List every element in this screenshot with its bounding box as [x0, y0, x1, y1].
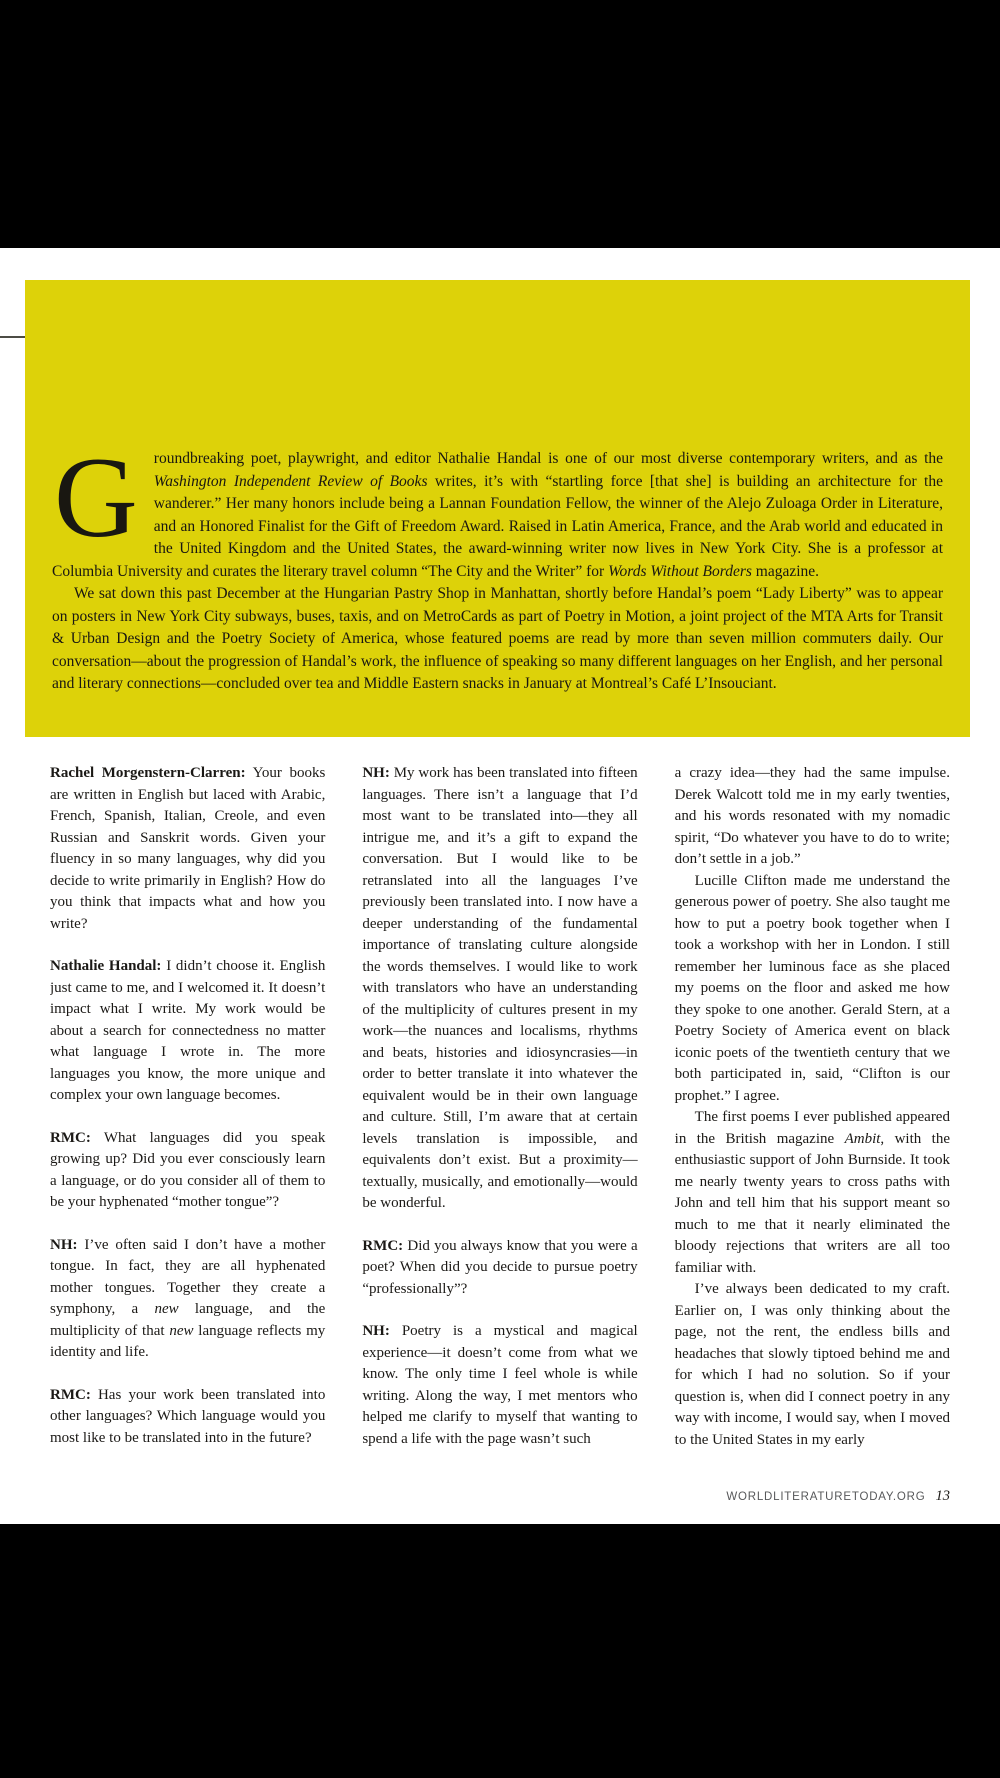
speaker-label: NH: — [362, 765, 390, 781]
page-number: 13 — [935, 1488, 950, 1504]
qa-paragraph — [362, 1321, 637, 1450]
qa-paragraph — [50, 956, 325, 1107]
page-content — [0, 248, 1000, 1524]
speaker-label: Rachel Morgenstern-Clarren: — [50, 765, 246, 781]
emphasized-word: new — [154, 1301, 179, 1317]
paragraph-text: What languages did you speak growing up? Did you ever consciously learn a language, or do you consider all of them to be your hyphenated “mother tongue”? — [50, 1129, 326, 1210]
qa-paragraph — [50, 763, 325, 935]
intro-block — [25, 280, 970, 737]
qa-paragraph — [362, 1236, 637, 1301]
paragraph-text: language, and the multiplicity of that — [50, 1301, 326, 1339]
paragraph-text: Poetry is a mystical and magical experience—it doesn’t come from what we know. The only time I feel whole is while writing. Along the way, I met mentors who helped me clarify to myself that wanting to spend a life with the page wasn’t such — [362, 1323, 638, 1447]
top-bleed-bar — [0, 0, 1000, 248]
bottom-bleed-bar — [0, 1524, 1000, 1778]
narrative-paragraph — [675, 1107, 950, 1279]
intro-text: writes, it’s with “startling force [that she] is building an architecture for the wanderer.” Her many honors include being a Lannan Foundation Fellow, the winner of the Alejo Zuloaga Order in Literature, and an Honored Finalist for the Gift of Freedom Award. Raised in Latin America, France, and the Arab world and educated in the United Kingdom and the United States, the award-winning writer now lives in New York City. She is a professor at Columbia University and curates the literary travel column “The City and the Writer” for — [52, 472, 943, 580]
column-2 — [362, 763, 637, 1477]
speaker-label: Nathalie Handal: — [50, 958, 162, 974]
paragraph-text: Your books are written in English but laced with Arabic, French, Spanish, Italian, Creole, and even Russian and Sanskrit words. Given your fluency in so many languages, why did you decide to write primarily in English? How do you think that impacts what and how you write? — [50, 765, 326, 932]
column-1 — [50, 763, 325, 1477]
paragraph-text: The first poems I ever published appeared in the British magazine — [674, 1109, 950, 1147]
speaker-label: RMC: — [362, 1237, 404, 1254]
qa-paragraph — [50, 1385, 325, 1450]
emphasized-word: new — [169, 1322, 194, 1339]
speaker-label: NH: — [362, 1323, 390, 1339]
qa-paragraph — [362, 763, 637, 1215]
intro-paragraph-1 — [52, 434, 943, 583]
intro-text: roundbreaking poet, playwright, and editor Nathalie Handal is one of our most diverse contemporary writers, and as the — [153, 450, 943, 467]
paragraph-text: Did you always know that you were a poet? When did you decide to pursue poetry “professionally”? — [362, 1237, 638, 1297]
paragraph-text: I didn’t choose it. English just came to me, and I welcomed it. It doesn’t impact what I write. My work would be about a search for connectedness no matter what language I wrote in. The more languages you know, the more unique and complex your own language becomes. — [50, 958, 326, 1103]
paragraph-text: Has your work been translated into other languages? Which language would you most like to be translated into in the future? — [50, 1386, 326, 1446]
footer-url: WORLDLITERATURETODAY.ORG — [726, 1491, 926, 1503]
column-3 — [675, 763, 950, 1477]
qa-paragraph — [50, 1128, 325, 1214]
qa-paragraph — [50, 1235, 325, 1364]
paragraph-text: I’ve often said I don’t have a mother tongue. In fact, they are all hyphenated mother tongues. Together they create a symphony, a — [50, 1236, 326, 1317]
narrative-paragraph: Lucille Clifton made me understand the generous power of poetry. She also taught me how to put a poetry book together when I took a workshop with her in London. I still remember her luminous face as she placed my poems on the floor and asked me how they spoke to one another. Gerald Stern, at a Poetry Society of America event on black iconic poets of the twentieth century that we both participated in, said, “Clifton is our prophet.” I agree. — [674, 872, 950, 1104]
speaker-label: RMC: — [50, 1129, 91, 1146]
intro-text: magazine. — [751, 562, 820, 580]
speaker-label: RMC: — [50, 1386, 91, 1403]
publication-title: Ambit — [844, 1130, 881, 1147]
narrative-paragraph: I’ve always been dedicated to my craft. Earlier on, I was only thinking about the page, not the rent, the endless bills and headaches that slowly tiptoed behind me and for which I had no solution. So if your question is, when did I connect poetry in any way with income, I would say, when I moved to the United States in my early — [674, 1281, 950, 1448]
narrative-paragraph: a crazy idea—they had the same impulse. Derek Walcott told me in my early twenties, and his words resonated with my nomadic spirit, “Do whatever you have to do to write; don’t settle in a job.” — [674, 765, 950, 867]
publication-title: Washington Independent Review of Books — [153, 472, 428, 490]
paragraph-text: , with the enthusiastic support of John Burnside. It took me nearly twenty years to cross paths with John and tell him that his support meant so much to me that it nearly eliminated the bloody rejections that writers are all too familiar with. — [674, 1130, 950, 1276]
drop-cap: G — [54, 434, 138, 562]
speaker-label: NH: — [50, 1236, 78, 1253]
paragraph-text: language reflects my identity and life. — [50, 1322, 326, 1360]
publication-title: Words Without Borders — [608, 562, 752, 580]
paragraph-text: My work has been translated into fifteen languages. There isn’t a language that I’d most want to be translated into—they all intrigue me, and it’s a gift to expand the conversation. But I would like to be retranslated into all the languages I’ve previously been translated into. I now have a deeper understanding of the fundamental importance of translating culture alongside the words themselves. I would like to work with translators who have an understanding of the multiplicity of cultures present in my work—the nuances and localisms, rhythms and beats, histories and idiosyncrasies—in order to better translate it into whatever the equivalent would be in their own language and culture. Still, I’m aware that at certain levels translation is impossible, and equivalents don’t exist. But a proximity—textually, musically, and emotionally—would be wonderful. — [362, 765, 638, 1211]
page-footer — [726, 1488, 950, 1505]
intro-paragraph-2: We sat down this past December at the Hungarian Pastry Shop in Manhattan, shortly before Handal’s poem “Lady Liberty” was to appear on posters in New York City subways, buses, taxis, and on MetroCards as part of Poetry in Motion, a joint project of the MTA Arts for Transit & Urban Design and the Poetry Society of America, whose featured poems are read by more than seven million commuters daily. Our conversation—about the progression of Handal’s work, the influence of speaking so many different languages on her English, and her personal and literary connections—concluded over tea and Middle Eastern snacks in January at Montreal’s Café L’Insouciant. — [52, 585, 943, 692]
article-columns — [50, 763, 950, 1477]
